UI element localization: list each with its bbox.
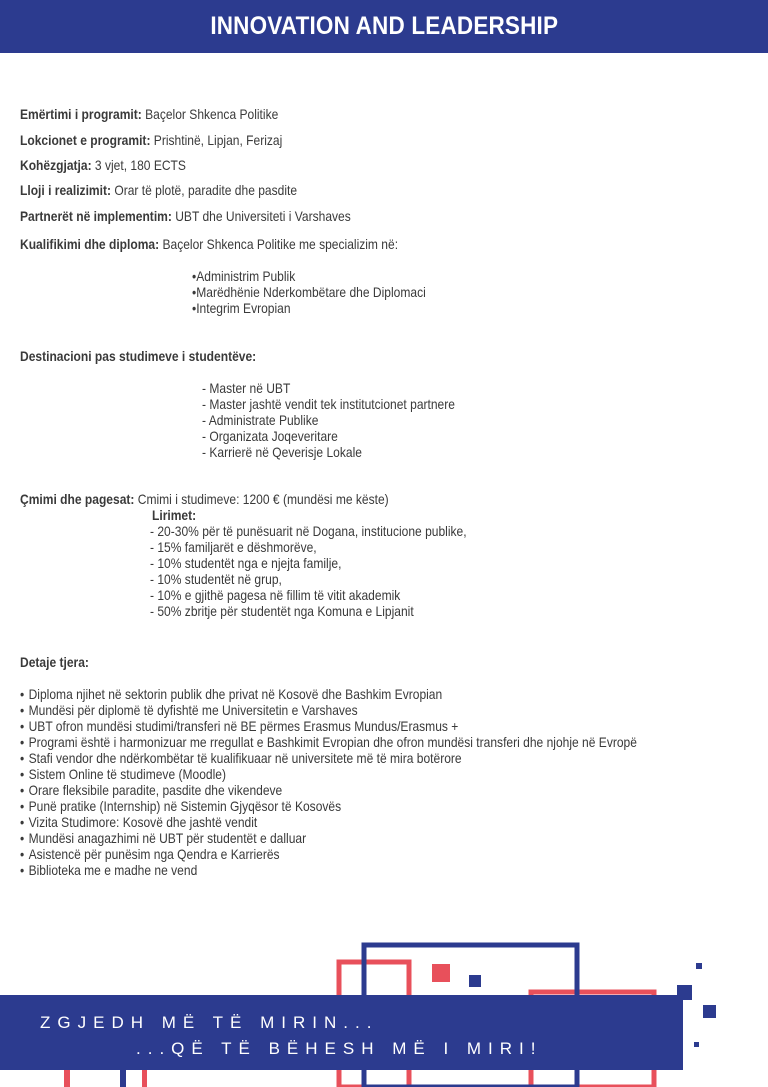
program-locations-label: Lokcionet e programit:	[20, 132, 151, 148]
deco-red-stripe	[64, 1070, 70, 1087]
detail-item	[20, 750, 637, 766]
bullet-icon: •	[20, 862, 25, 878]
detail-item	[20, 782, 637, 798]
deco-blue-dot	[703, 1005, 716, 1018]
specialization-item: •Integrim Evropian	[192, 300, 291, 316]
discount-item: - 20-30% për të punësuarit në Dogana, institucione publike,	[150, 523, 467, 539]
detail-item	[20, 718, 637, 734]
program-duration-label: Kohëzgjatja:	[20, 157, 92, 173]
deco-red-dot	[432, 964, 450, 982]
discount-item: - 10% studentët në grup,	[150, 571, 282, 587]
discount-item: - 15% familjarët e dëshmorëve,	[150, 539, 317, 555]
page-title: INNOVATION AND LEADERSHIP	[210, 12, 558, 40]
program-name-row	[20, 106, 278, 122]
detail-text: Stafi vendor dhe ndërkombëtar të kualifikuaar në universitete më të mira botërore	[28, 750, 462, 766]
detail-text: Programi është i harmonizuar me rregullat e Bashkimit Evropian dhe ofron mundësi transferi dhe njohje në Evropë	[28, 734, 637, 750]
deco-red-stripe	[142, 1070, 147, 1087]
discounts-list	[150, 523, 518, 619]
program-locations-value: Prishtinë, Lipjan, Ferizaj	[153, 132, 283, 148]
detail-text: Orare fleksibile paradite, pasdite dhe vikendeve	[28, 782, 283, 798]
bullet-icon: •	[20, 830, 25, 846]
detail-text: Punë pratike (Internship) në Sistemin Gjyqësor të Kosovës	[28, 798, 342, 814]
detail-item	[20, 846, 637, 862]
program-type-row	[20, 182, 297, 198]
program-name-value: Baçelor Shkenca Politike	[145, 106, 279, 122]
deco-blue-dot	[469, 975, 481, 987]
destination-item: - Master jashtë vendit tek institutcionet partnere	[202, 396, 455, 412]
destination-item: - Organizata Joqeveritare	[202, 428, 338, 444]
program-partners-label: Partnerët në implementim:	[20, 208, 172, 224]
bullet-icon: •	[20, 766, 25, 782]
page-header	[0, 0, 768, 53]
detail-item	[20, 686, 637, 702]
slogan-line-2: ...QË TË BËHESH MË I MIRI!	[136, 1039, 543, 1058]
bullet-icon: •	[20, 814, 25, 830]
program-qualification-value: Baçelor Shkenca Politike me specializim në:	[162, 236, 399, 252]
bullet-icon: •	[20, 718, 25, 734]
bullet-icon: •	[20, 702, 25, 718]
slogan-line-1: ZGJEDH MË TË MIRIN...	[40, 1013, 379, 1032]
bullet-icon: •	[20, 750, 25, 766]
bullet-icon: •	[20, 686, 25, 702]
specialization-item: •Marëdhënie Nderkombëtare dhe Diplomaci	[192, 284, 426, 300]
specialization-item: •Administrim Publik	[192, 268, 296, 284]
details-list	[20, 686, 737, 878]
specialization-list	[192, 268, 464, 316]
program-qualification-label: Kualifikimi dhe diploma:	[20, 236, 160, 252]
detail-item	[20, 798, 637, 814]
destinations-heading: Destinacioni pas studimeve i studentëve:	[20, 348, 257, 364]
pricing-label: Çmimi dhe pagesat:	[20, 491, 135, 507]
program-type-label: Lloji i realizimit:	[20, 182, 111, 198]
detail-text: Vizita Studimore: Kosovë dhe jashtë vendit	[28, 814, 258, 830]
discounts-heading: Lirimet:	[152, 507, 197, 523]
destination-item: - Administrate Publike	[202, 412, 319, 428]
detail-text: Diploma njihet në sektorin publik dhe privat në Kosovë dhe Bashkim Evropian	[28, 686, 443, 702]
detail-item	[20, 862, 637, 878]
destination-item: - Master në UBT	[202, 380, 291, 396]
discount-item: - 10% studentët nga e njejta familje,	[150, 555, 342, 571]
destinations-list	[202, 380, 496, 460]
details-heading: Detaje tjera:	[20, 654, 89, 670]
pricing-row	[20, 491, 389, 507]
pricing-value: Cmimi i studimeve: 1200 € (mundësi me këste)	[137, 491, 389, 507]
bullet-icon: •	[20, 846, 25, 862]
program-type-value: Orar të plotë, paradite dhe pasdite	[114, 182, 298, 198]
program-qualification-row	[20, 236, 398, 252]
program-duration-row	[20, 157, 186, 173]
detail-text: Biblioteka me e madhe ne vend	[28, 862, 198, 878]
program-duration-value: 3 vjet, 180 ECTS	[94, 157, 186, 173]
detail-text: UBT ofron mundësi studimi/transferi në BE përmes Erasmus Mundus/Erasmus +	[28, 718, 459, 734]
detail-text: Sistem Online të studimeve (Moodle)	[28, 766, 227, 782]
program-partners-row	[20, 208, 351, 224]
discount-item: - 50% zbritje për studentët nga Komuna e Lipjanit	[150, 603, 414, 619]
detail-text: Mundësi për diplomë të dyfishtë me Universitetin e Varshaves	[28, 702, 358, 718]
deco-blue-dot	[696, 963, 702, 969]
detail-text: Asistencë për punësim nga Qendra e Karrierës	[28, 846, 280, 862]
detail-item	[20, 814, 637, 830]
detail-item	[20, 766, 637, 782]
program-partners-value: UBT dhe Universiteti i Varshaves	[175, 208, 351, 224]
bullet-icon: •	[20, 782, 25, 798]
deco-blue-dot	[694, 1042, 699, 1047]
destination-item: - Karrierë në Qeverisje Lokale	[202, 444, 362, 460]
deco-blue-stripe	[120, 1070, 126, 1087]
program-locations-row	[20, 132, 282, 148]
detail-item	[20, 702, 637, 718]
program-name-label: Emërtimi i programit:	[20, 106, 142, 122]
detail-item	[20, 830, 637, 846]
detail-text: Mundësi anagazhimi në UBT për studentët e dalluar	[28, 830, 307, 846]
bullet-icon: •	[20, 734, 25, 750]
detail-item	[20, 734, 637, 750]
bullet-icon: •	[20, 798, 25, 814]
discount-item: - 10% e gjithë pagesa në fillim të vitit akademik	[150, 587, 401, 603]
